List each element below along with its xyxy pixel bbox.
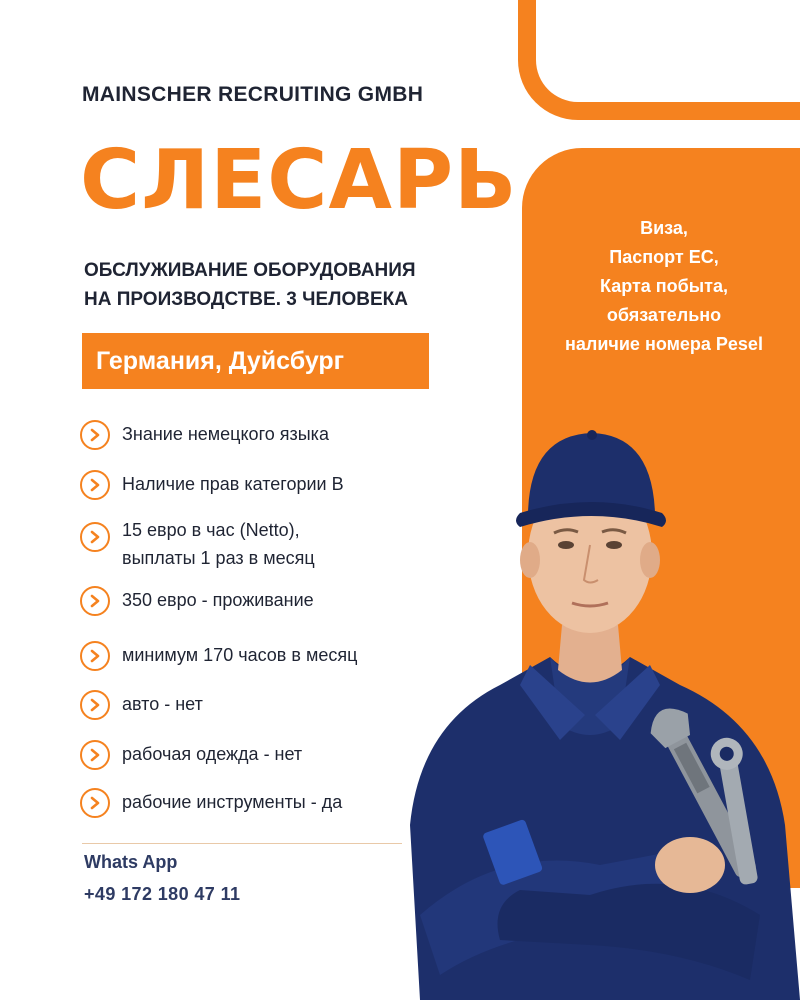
chevron-right-icon [80, 470, 110, 500]
phone-number[interactable]: +49 172 180 47 11 [84, 884, 241, 904]
feature-text: минимум 170 часов в месяц [122, 645, 358, 665]
list-item [80, 516, 315, 572]
chevron-right-icon [80, 522, 110, 552]
list-item [80, 420, 329, 450]
feature-text: авто - нет [122, 694, 203, 714]
location-banner: Германия, Дуйсбург [82, 333, 429, 389]
list-item [80, 788, 342, 818]
chevron-right-icon [80, 740, 110, 770]
chevron-right-icon [80, 690, 110, 720]
requirements-text [528, 214, 800, 359]
feature-text: Знание немецкого языка [122, 424, 329, 444]
mechanic-worker-illustration [380, 395, 800, 1000]
requirement-line: Виза, [640, 218, 688, 238]
list-item [80, 586, 314, 616]
list-item [80, 470, 344, 500]
chevron-right-icon [80, 788, 110, 818]
chevron-right-icon [80, 420, 110, 450]
feature-text: Наличие прав категории B [122, 474, 344, 494]
list-item [80, 690, 203, 720]
job-subtitle [84, 256, 416, 314]
feature-text: рабочая одежда - нет [122, 744, 303, 764]
requirement-line: Карта побыта, [600, 276, 728, 296]
subtitle-line-1: ОБСЛУЖИВАНИЕ ОБОРУДОВАНИЯ [84, 260, 416, 281]
chevron-right-icon [80, 641, 110, 671]
decorative-outline-frame [518, 0, 800, 120]
feature-text: рабочие инструменты - да [122, 792, 343, 812]
job-title: СЛЕСАРЬ [80, 133, 518, 228]
divider [82, 843, 402, 844]
requirement-line: Паспорт ЕС, [609, 247, 719, 267]
feature-text: 350 евро - проживание [122, 590, 314, 610]
list-item [80, 641, 357, 671]
whatsapp-label: Whats App [84, 852, 178, 872]
company-name: MAINSCHER RECRUITING GMBH [82, 83, 424, 106]
subtitle-line-2: НА ПРОИЗВОДСТВЕ. 3 ЧЕЛОВЕКА [84, 289, 408, 310]
feature-text: 15 евро в час (Netto), выплаты 1 раз в месяц [122, 520, 315, 568]
requirement-line: обязательно [606, 305, 722, 325]
chevron-right-icon [80, 586, 110, 616]
list-item [80, 740, 302, 770]
requirement-line: наличие номера Pesel [565, 334, 763, 354]
